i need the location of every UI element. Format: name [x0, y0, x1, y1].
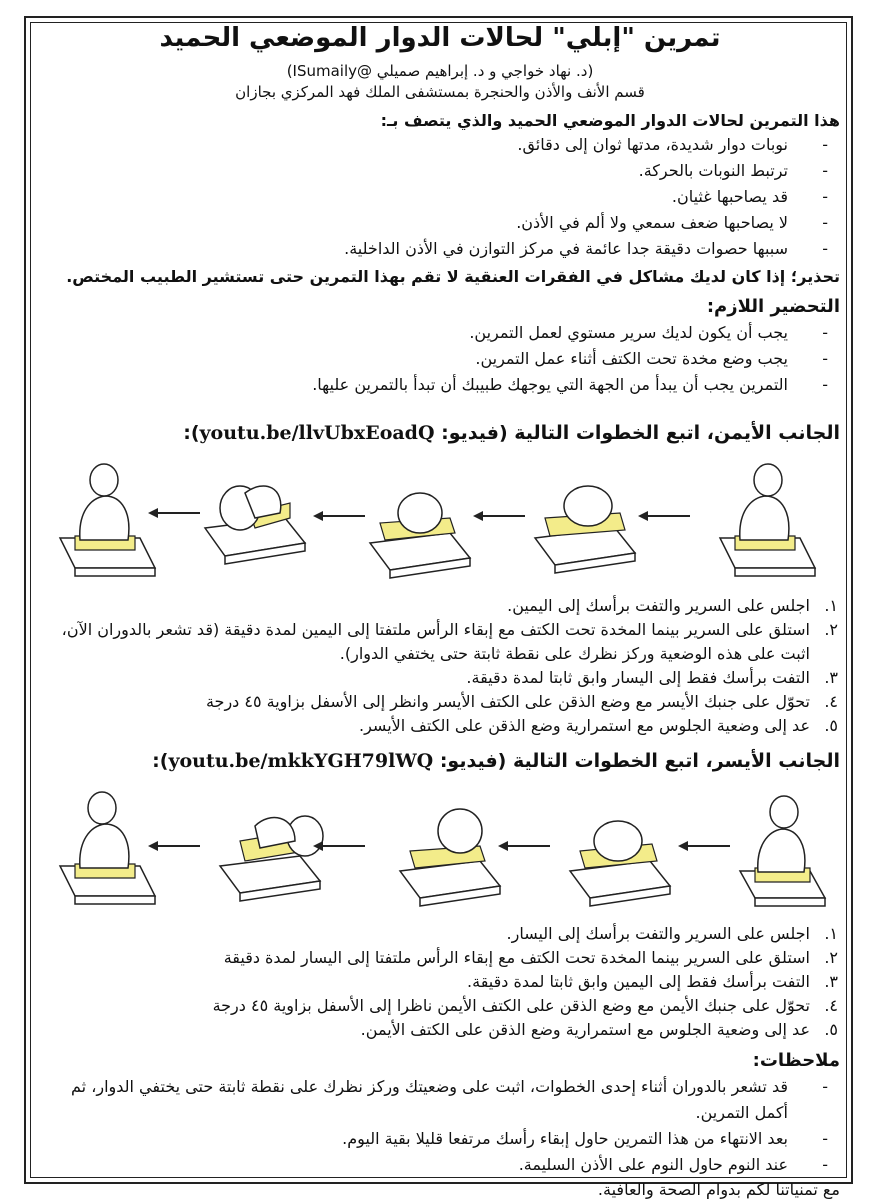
sitting-figure-icon	[720, 464, 815, 576]
heading-end: ):	[183, 422, 200, 444]
list-item: - يجب وضع مخدة تحت الكتف أثناء عمل التمرين.	[40, 346, 788, 372]
list-item	[40, 714, 838, 738]
right-side-heading-text: الجانب الأيمن، اتبع الخطوات التالية (فيديو:	[434, 422, 840, 444]
step-text: عد إلى وضعية الجلوس مع استمرارية وضع الذقن على الكتف الأيسر.	[359, 716, 810, 735]
notes-heading: ملاحظات:	[752, 1050, 840, 1071]
sitting-figure-icon	[60, 792, 155, 904]
authors: (د. نهاد خواجي و د. إبراهيم صميلي @ISumaily)	[286, 62, 594, 80]
maneuver-figures-right	[40, 458, 840, 588]
left-side-heading-text: الجانب الأيسر، اتبع الخطوات التالية (فيديو:	[433, 750, 840, 772]
maneuver-figures-left	[40, 786, 840, 916]
arrow-left-icon	[148, 508, 200, 518]
step-number: ١.	[824, 596, 838, 615]
step-text: تحوّل على جنبك الأيسر مع وضع الذقن على الكتف الأيسر وانظر إلى الأسفل بزاوية ٤٥ درجة	[205, 692, 810, 711]
step-text: تحوّل على جنبك الأيمن مع وضع الذقن على الكتف الأيمن ناظرا إلى الأسفل بزاوية ٤٥ درجة	[212, 996, 810, 1015]
list-item: - بعد الانتهاء من هذا التمرين حاول إبقاء رأسك مرتفعا قليلا بقية اليوم.	[40, 1126, 788, 1152]
left-steps-list	[40, 922, 840, 1042]
list-item	[40, 1018, 838, 1042]
sitting-figure-icon	[60, 464, 155, 576]
right-side-heading	[40, 418, 840, 448]
arrow-left-icon	[473, 511, 525, 521]
right-steps-list	[40, 594, 840, 738]
step-number: ٣.	[824, 668, 838, 687]
arrow-left-icon	[148, 841, 200, 851]
right-video-link[interactable]: youtu.be/llvUbxEoadQ	[199, 422, 435, 444]
list-item: - قد يصاحبها غثيان.	[40, 184, 788, 210]
list-item	[40, 970, 838, 994]
step-text: اجلس على السرير والتفت برأسك إلى اليمين.	[507, 596, 810, 615]
arrow-left-icon	[313, 841, 365, 851]
arrow-left-icon	[678, 841, 730, 851]
step-number: ٢.	[824, 948, 838, 967]
list-item: - عند النوم حاول النوم على الأذن السليمة.	[40, 1152, 788, 1178]
sitting-figure-icon	[740, 796, 825, 906]
step-number: ٢.	[824, 620, 838, 639]
step-text: اجلس على السرير والتفت برأسك إلى اليسار.	[506, 924, 810, 943]
step-number: ٥.	[824, 1020, 838, 1039]
list-item: - ترتبط النوبات بالحركة.	[40, 158, 788, 184]
step-text: استلق على السرير بينما المخدة تحت الكتف مع إبقاء الرأس ملتفتا إلى اليسار لمدة دقيقة	[223, 948, 810, 967]
closing-text: مع تمنياتنا لكم بدوام الصحة والعافية.	[597, 1180, 840, 1199]
list-item: - التمرين يجب أن يبدأ من الجهة التي يوجهك طبيبك أن تبدأ بالتمرين عليها.	[40, 372, 788, 398]
arrow-left-icon	[498, 841, 550, 851]
lying-figure-icon	[535, 486, 635, 573]
department: قسم الأنف والأذن والحنجرة بمستشفى الملك فهد المركزي بجازان	[235, 83, 645, 101]
step-number: ٤.	[824, 996, 838, 1015]
step-number: ٤.	[824, 692, 838, 711]
lying-figure-icon	[370, 493, 470, 578]
list-item	[40, 690, 838, 714]
step-text: استلق على السرير بينما المخدة تحت الكتف مع إبقاء الرأس ملتفتا إلى اليمين لمدة دقيقة (قد تشعر بالدوران الآن، اثبت على هذه الوضعية وركز نظرك على نقطة ثابتة حتى يختفي الدوار).	[61, 620, 810, 663]
left-video-link[interactable]: youtu.be/mkkYGH79lWQ	[168, 750, 434, 772]
symptoms-list	[40, 132, 840, 262]
prep-heading: التحضير اللازم:	[706, 296, 840, 317]
warning-text: تحذير؛ إذا كان لديك مشاكل في الفقرات العنقية لا تقم بهذا التمرين حتى تستشير الطبيب المختص.	[66, 267, 840, 286]
list-item	[40, 594, 838, 618]
list-item	[40, 994, 838, 1018]
heading-end: ):	[152, 750, 169, 772]
step-text: عد إلى وضعية الجلوس مع استمرارية وضع الذقن على الكتف الأيمن.	[360, 1020, 810, 1039]
step-number: ١.	[824, 924, 838, 943]
left-side-illustration	[40, 786, 840, 916]
right-side-illustration	[40, 458, 840, 588]
prep-list	[40, 320, 840, 398]
lying-figure-icon	[205, 486, 305, 564]
step-number: ٣.	[824, 972, 838, 991]
list-item: - يجب أن يكون لديك سرير مستوي لعمل التمرين.	[40, 320, 788, 346]
page-title: تمرين "إبلي" لحالات الدوار الموضعي الحميد	[159, 23, 721, 53]
list-item	[40, 618, 838, 666]
list-item	[40, 922, 838, 946]
document-body	[40, 20, 840, 1202]
notes-list	[40, 1074, 840, 1178]
lying-figure-icon	[400, 809, 500, 906]
list-item: - سببها حصوات دقيقة جدا عائمة في مركز التوازن في الأذن الداخلية.	[40, 236, 788, 262]
lying-figure-icon	[570, 821, 670, 906]
step-text: التفت برأسك فقط إلى اليمين وابق ثابتا لمدة دقيقة.	[467, 972, 810, 991]
list-item: - لا يصاحبها ضعف سمعي ولا ألم في الأذن.	[40, 210, 788, 236]
step-text: التفت برأسك فقط إلى اليسار وابق ثابتا لمدة دقيقة.	[466, 668, 810, 687]
arrow-left-icon	[638, 511, 690, 521]
list-item	[40, 946, 838, 970]
intro-text: هذا التمرين لحالات الدوار الموضعي الحميد والذي يتصف بـ:	[380, 111, 840, 130]
left-side-heading	[40, 746, 840, 776]
arrow-left-icon	[313, 511, 365, 521]
step-number: ٥.	[824, 716, 838, 735]
list-item: - نوبات دوار شديدة، مدتها ثوان إلى دقائق.	[40, 132, 788, 158]
lying-figure-icon	[220, 816, 323, 901]
list-item	[40, 666, 838, 690]
list-item: - قد تشعر بالدوران أثناء إحدى الخطوات، اثبت على وضعيتك وركز نظرك على نقطة ثابتة حتى يختفي الدوار، ثم أكمل التمرين.	[40, 1074, 788, 1126]
